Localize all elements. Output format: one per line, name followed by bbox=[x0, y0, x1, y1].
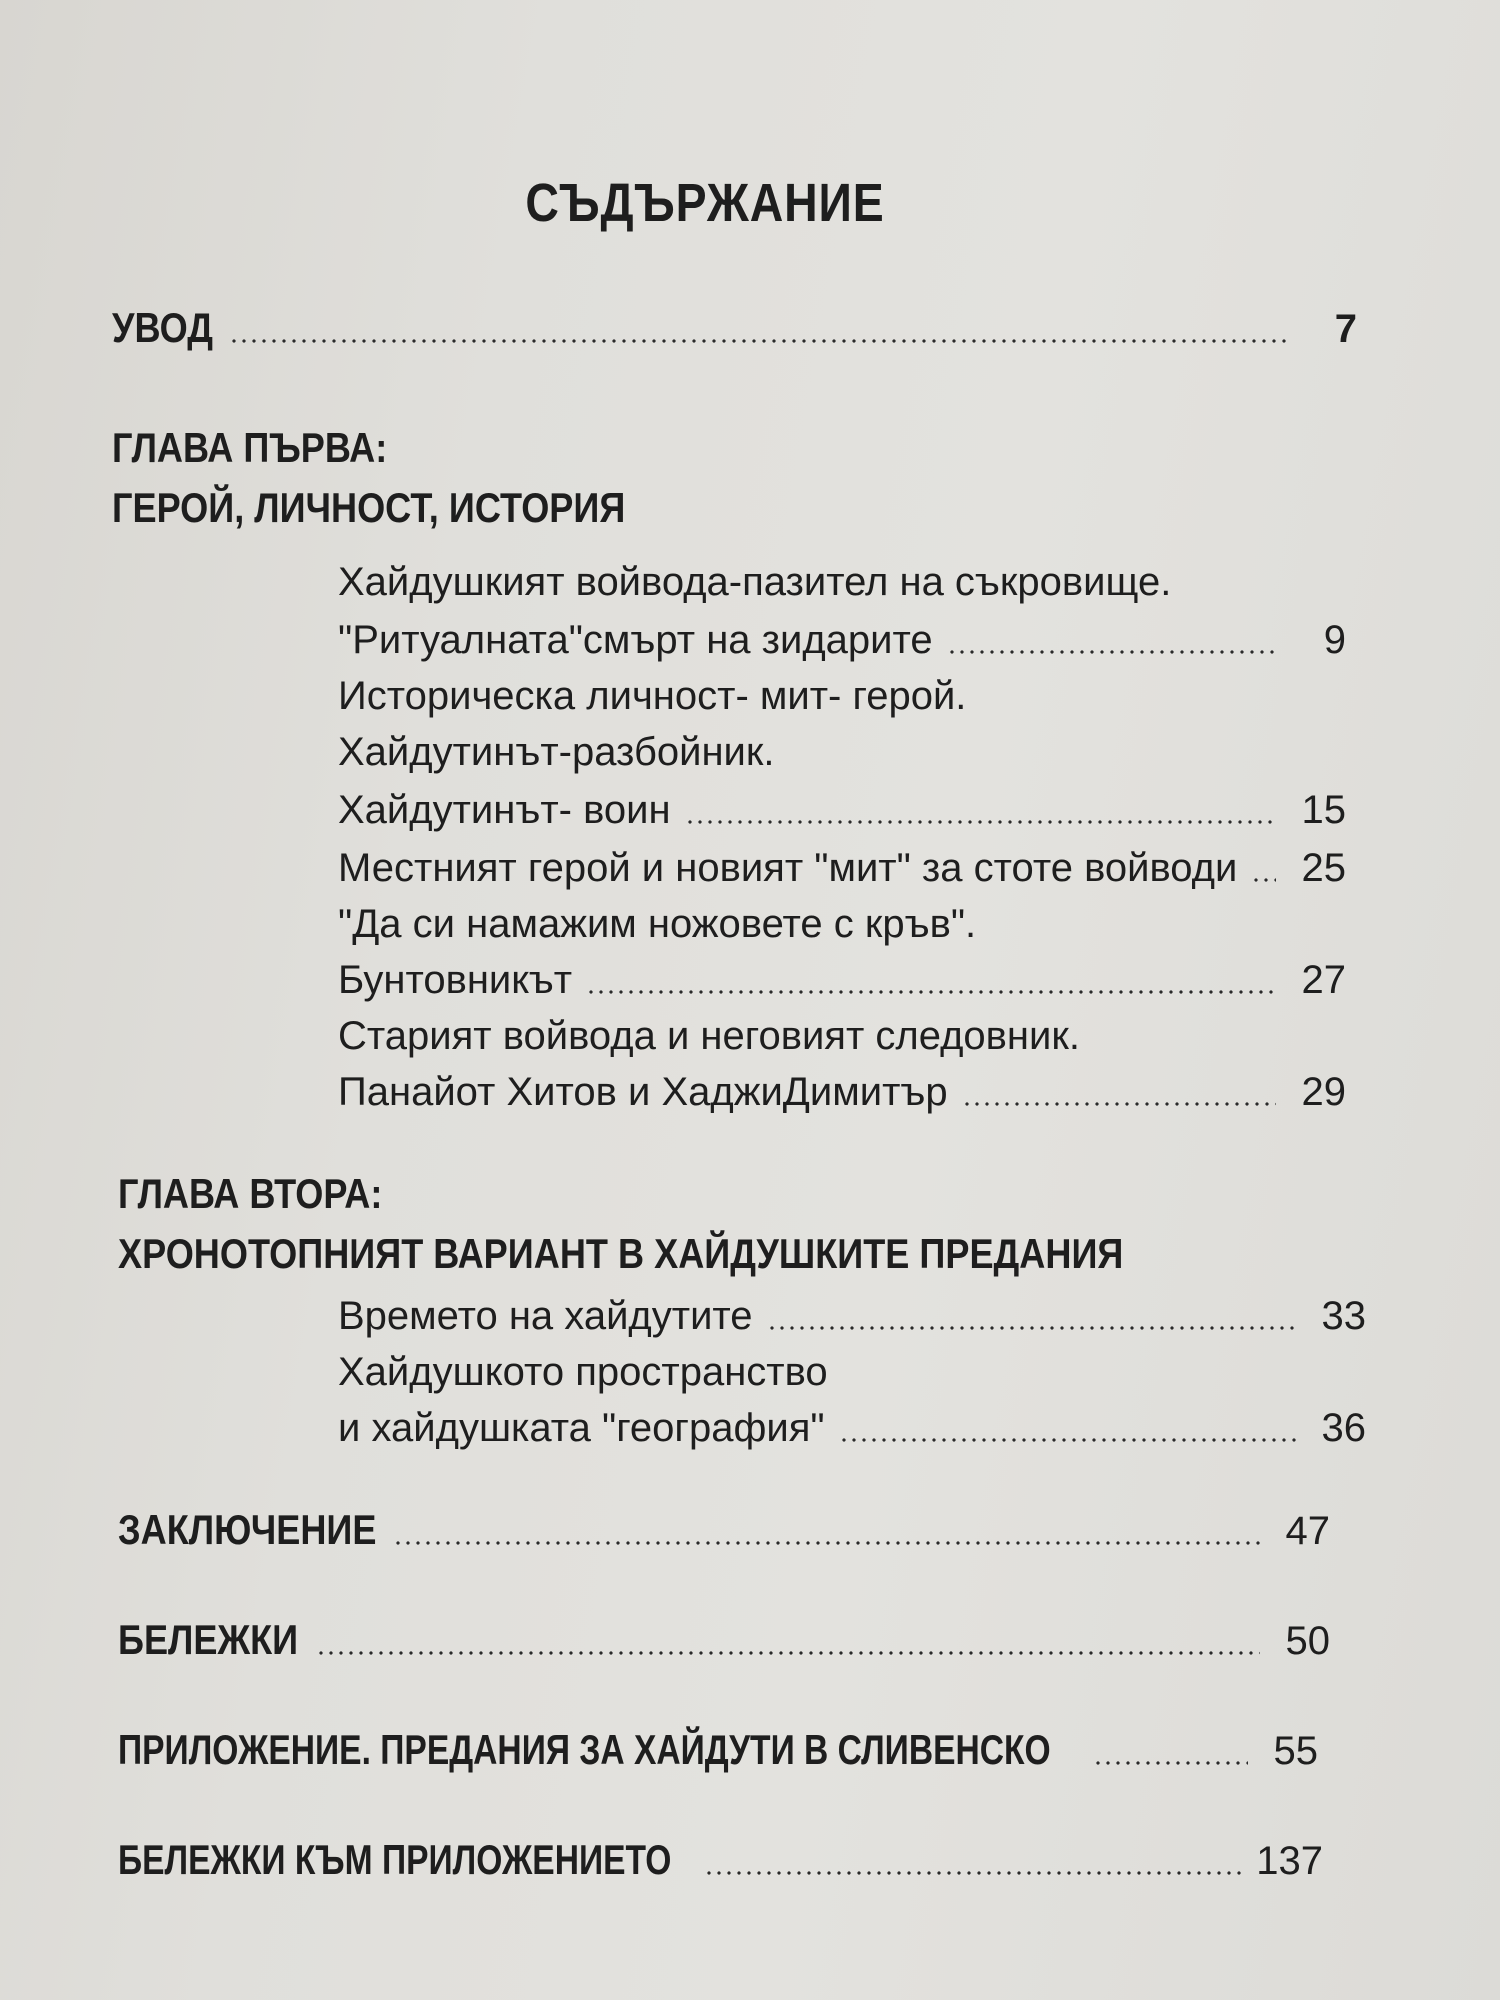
entry-label: Бунтовникът bbox=[338, 958, 573, 1002]
page-number: 47 bbox=[1285, 1509, 1330, 1553]
toc-entry-ch2-item2[interactable] bbox=[338, 1400, 1366, 1456]
entry-label: и хайдушката "география" bbox=[338, 1406, 825, 1450]
page-number: 33 bbox=[1321, 1294, 1366, 1338]
toc-entry-ch1-item1[interactable] bbox=[338, 612, 1346, 668]
page-number: 25 bbox=[1301, 846, 1346, 890]
chapter1-heading-title: ГЕРОЙ, ЛИЧНОСТ, ИСТОРИЯ bbox=[112, 484, 626, 531]
entry-label: ЗАКЛЮЧЕНИЕ bbox=[118, 1506, 377, 1553]
entry-label: БЕЛЕЖКИ bbox=[118, 1616, 299, 1663]
entry-label: БЕЛЕЖКИ КЪМ ПРИЛОЖЕНИЕТО bbox=[118, 1836, 672, 1883]
page-number: 137 bbox=[1256, 1839, 1323, 1883]
toc-entry-notes[interactable] bbox=[118, 1612, 1330, 1669]
leader-dots bbox=[316, 1651, 1260, 1655]
toc-entry-appendix-notes[interactable] bbox=[118, 1832, 1323, 1889]
entry-label: УВОД bbox=[112, 304, 214, 351]
toc-entry-ch1-item3[interactable] bbox=[338, 840, 1346, 896]
chapter1-heading-number: ГЛАВА ПЪРВА: bbox=[112, 424, 388, 471]
toc-item-text: "Да си намажим ножовете с кръв". bbox=[338, 902, 977, 946]
entry-label: Панайот Хитов и ХаджиДимитър bbox=[338, 1070, 948, 1114]
leader-dots bbox=[947, 650, 1276, 654]
leader-dots bbox=[1251, 878, 1276, 882]
toc-entry-ch1-item5[interactable] bbox=[338, 1064, 1346, 1120]
page-number: 27 bbox=[1301, 958, 1346, 1002]
leader-dots bbox=[767, 1326, 1296, 1330]
chapter2-heading-title: ХРОНОТОПНИЯТ ВАРИАНТ В ХАЙДУШКИТЕ ПРЕДАНИЯ bbox=[118, 1230, 1124, 1277]
toc-item-text: Старият войвода и неговият следовник. bbox=[338, 1014, 1080, 1058]
toc-entry-ch1-item2[interactable] bbox=[338, 782, 1346, 838]
toc-entry-intro[interactable] bbox=[112, 300, 1357, 357]
leader-dots bbox=[393, 1541, 1260, 1545]
toc-item-text: Хайдушкият войвода-пазител на съкровище. bbox=[338, 560, 1172, 604]
toc-entry-ch2-item1[interactable] bbox=[338, 1288, 1366, 1344]
leader-dots bbox=[962, 1102, 1276, 1106]
toc-item-text: Историческа личност- мит- герой. bbox=[338, 674, 967, 718]
leader-dots bbox=[685, 820, 1276, 824]
entry-label: Времето на хайдутите bbox=[338, 1294, 753, 1338]
toc-item-text: Хайдушкото пространство bbox=[338, 1350, 828, 1394]
entry-label: ПРИЛОЖЕНИЕ. ПРЕДАНИЯ ЗА ХАЙДУТИ В СЛИВЕНСКО bbox=[118, 1726, 1051, 1773]
page-number: 55 bbox=[1273, 1729, 1318, 1773]
entry-label: Местният герой и новият "мит" за стоте войводи bbox=[338, 846, 1238, 890]
toc-item-text: Хайдутинът-разбойник. bbox=[338, 730, 775, 774]
page-number: 50 bbox=[1285, 1619, 1330, 1663]
toc-entry-appendix[interactable] bbox=[118, 1722, 1318, 1779]
toc-entry-conclusion[interactable] bbox=[118, 1502, 1330, 1559]
leader-dots bbox=[1093, 1761, 1248, 1765]
leader-dots bbox=[229, 339, 1287, 343]
leader-dots bbox=[704, 1871, 1243, 1875]
page-number: 29 bbox=[1301, 1070, 1346, 1114]
page-number: 36 bbox=[1321, 1406, 1366, 1450]
page-number: 15 bbox=[1301, 788, 1346, 832]
entry-label: Хайдутинът- воин bbox=[338, 788, 671, 832]
toc-title: СЪДЪРЖАНИЕ bbox=[525, 173, 885, 233]
entry-label: "Ритуалната"смърт на зидарите bbox=[338, 618, 933, 662]
chapter2-heading-number: ГЛАВА ВТОРА: bbox=[118, 1170, 383, 1217]
toc-entry-ch1-item4[interactable] bbox=[338, 952, 1346, 1008]
leader-dots bbox=[586, 990, 1276, 994]
leader-dots bbox=[839, 1438, 1296, 1442]
page-number: 7 bbox=[1334, 307, 1357, 351]
page-number: 9 bbox=[1323, 618, 1346, 662]
